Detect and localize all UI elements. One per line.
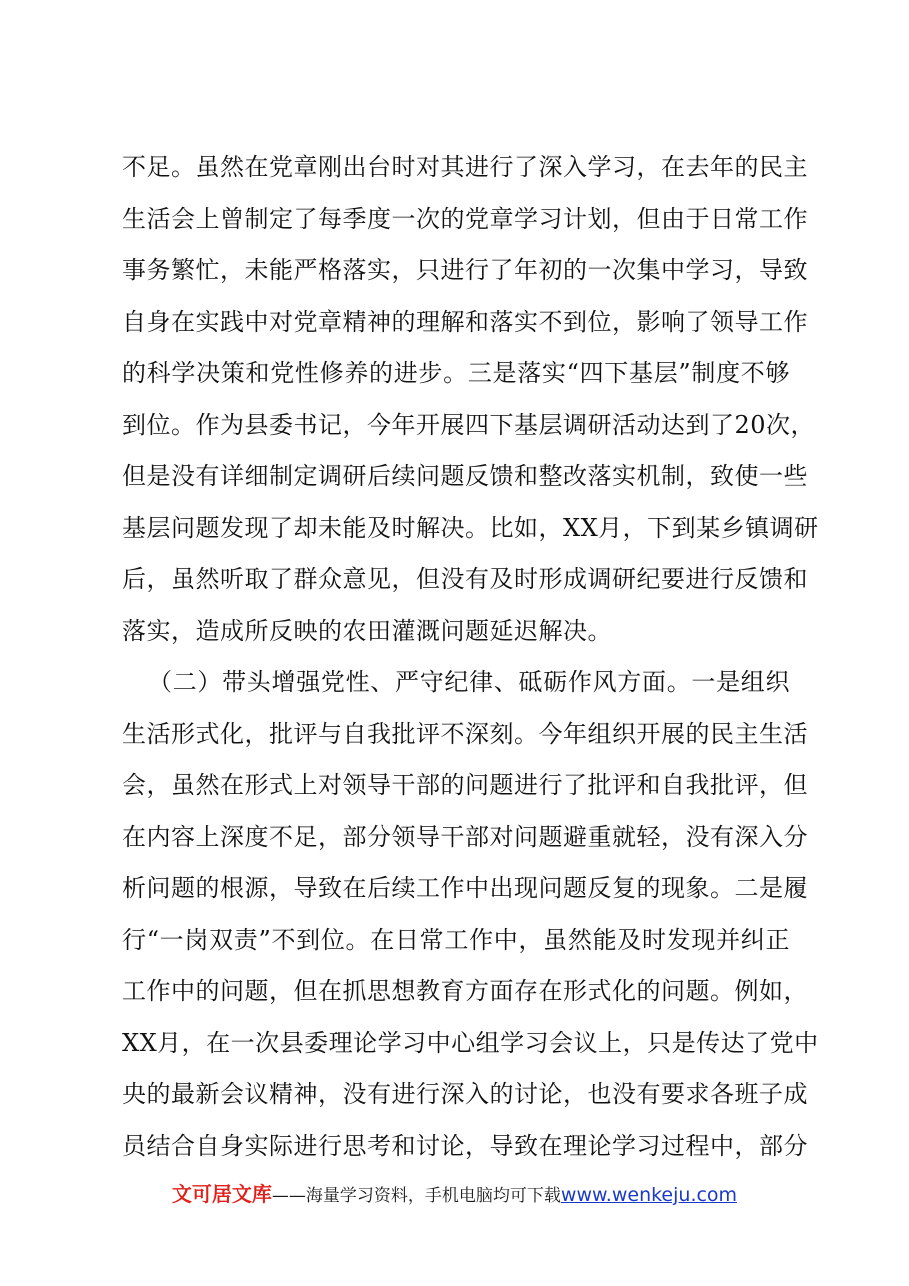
- footer-slogan: ——海量学习资料，手机电脑均可下载: [271, 1186, 561, 1206]
- text-line: 不足。虽然在党章刚出台时对其进行了深入学习，在去年的民主: [122, 153, 808, 181]
- text-line: 基层问题发现了却未能及时解决。比如，XX月，下到某乡镇调研: [122, 513, 819, 542]
- footer-website-link[interactable]: www.wenkeju.com: [560, 1184, 738, 1206]
- body-text: [122, 142, 819, 1172]
- text-line: 析问题的根源，导致在后续工作中出现问题反复的现象。二是履: [122, 874, 808, 902]
- text-line: （二）带头增强党性、严守纪律、砥砺作风方面。一是组织: [148, 668, 790, 696]
- text-line: 工作中的问题，但在抓思想教育方面存在形式化的问题。例如，: [122, 977, 808, 1005]
- text-line: 落实，造成所反映的农田灌溉问题延迟解决。: [122, 616, 612, 645]
- text-line: 会，虽然在形式上对领导干部的问题进行了批评和自我批评，但: [122, 771, 808, 799]
- text-line: 事务繁忙，未能严格落实，只进行了年初的一次集中学习，导致: [122, 256, 808, 284]
- text-line: 行“一岗双责”不到位。在日常工作中，虽然能及时发现并纠正: [122, 925, 790, 954]
- footer-banner: [0, 1178, 909, 1207]
- text-line: XX月，在一次县委理论学习中心组学习会议上，只是传达了党中: [122, 1028, 819, 1057]
- footer-brand: 文可居文库: [171, 1182, 272, 1206]
- text-line: 的科学决策和党性修养的进步。三是落实“四下基层”制度不够: [122, 359, 790, 387]
- text-line: 生活会上曾制定了每季度一次的党章学习计划，但由于日常工作: [122, 204, 808, 233]
- text-line: 央的最新会议精神，没有进行深入的讨论，也没有要求各班子成: [122, 1080, 808, 1108]
- text-line: 生活形式化，批评与自我批评不深刻。今年组织开展的民主生活: [122, 719, 808, 748]
- text-line: 后，虽然听取了群众意见，但没有及时形成调研纪要进行反馈和: [122, 565, 808, 593]
- text-line: 员结合自身实际进行思考和讨论，导致在理论学习过程中，部分: [122, 1131, 808, 1160]
- text-line: 在内容上深度不足，部分领导干部对问题避重就轻，没有深入分: [122, 822, 808, 851]
- text-line: 自身在实践中对党章精神的理解和落实不到位，影响了领导工作: [122, 307, 808, 336]
- text-line: 但是没有详细制定调研后续问题反馈和整改落实机制，致使一些: [122, 462, 808, 490]
- text-line: 到位。作为县委书记，今年开展四下基层调研活动达到了20次，: [122, 410, 816, 439]
